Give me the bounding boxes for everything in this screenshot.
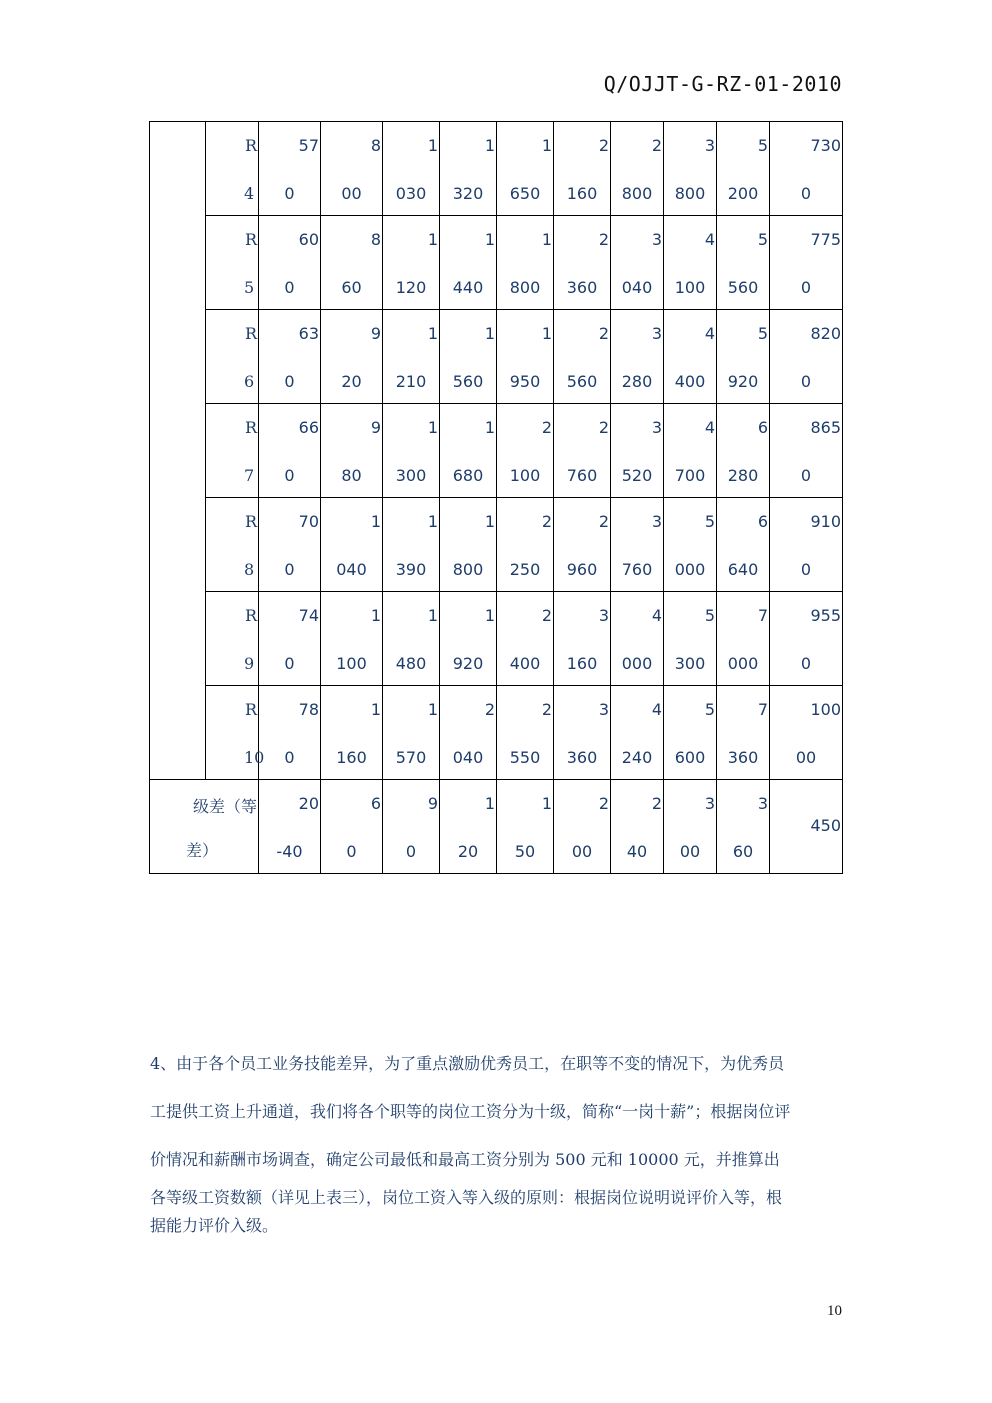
salary-cell bbox=[259, 404, 321, 498]
salary-cell-bottom: 200 bbox=[727, 184, 759, 203]
salary-cell-top: 4 bbox=[704, 324, 715, 343]
grade-label-top: R bbox=[244, 606, 257, 625]
salary-cell-bottom: 560 bbox=[727, 278, 759, 297]
salary-cell-top: 2 bbox=[541, 418, 552, 437]
grade-label-top: R bbox=[244, 700, 257, 719]
salary-cell-top: 3 bbox=[651, 324, 662, 343]
salary-cell-bottom: 550 bbox=[509, 748, 541, 767]
salary-cell-bottom: 100 bbox=[674, 278, 706, 297]
salary-cell bbox=[664, 404, 717, 498]
salary-cell bbox=[497, 404, 554, 498]
diff-cell bbox=[440, 780, 497, 874]
salary-cell bbox=[770, 498, 843, 592]
salary-cell bbox=[717, 404, 770, 498]
grade-label-cell bbox=[206, 310, 259, 404]
salary-cell bbox=[321, 216, 383, 310]
grade-label-bottom: 8 bbox=[244, 560, 255, 579]
salary-cell bbox=[497, 592, 554, 686]
salary-cell-bottom: 0 bbox=[284, 560, 295, 579]
salary-cell bbox=[554, 122, 611, 216]
paragraph-line: 4、由于各个员工业务技能差异，为了重点激励优秀员工，在职等不变的情况下，为优秀员 bbox=[150, 1054, 785, 1073]
salary-cell bbox=[497, 310, 554, 404]
salary-cell-top: 8 bbox=[370, 230, 381, 249]
salary-cell bbox=[611, 310, 664, 404]
salary-cell-top: 1 bbox=[427, 606, 438, 625]
salary-cell-bottom: 0 bbox=[800, 560, 812, 579]
salary-cell bbox=[770, 404, 843, 498]
paragraph-line-text: 各等级工资数额（详见上表三），岗位工资入等入级的原则：根据岗位说明说评价入等，根 bbox=[150, 1188, 783, 1207]
salary-cell-bottom: 160 bbox=[336, 748, 367, 767]
salary-cell-bottom: 0 bbox=[284, 748, 295, 767]
salary-cell bbox=[770, 216, 843, 310]
salary-cell-bottom: 800 bbox=[509, 278, 541, 297]
salary-cell-top: 4 bbox=[704, 418, 715, 437]
salary-cell-top: 1 bbox=[427, 418, 438, 437]
salary-cell bbox=[383, 310, 440, 404]
salary-cell-bottom: 650 bbox=[509, 184, 541, 203]
salary-cell-bottom: 800 bbox=[674, 184, 706, 203]
salary-cell-bottom: 700 bbox=[674, 466, 706, 485]
salary-cell-top: 955 bbox=[810, 606, 841, 625]
salary-cell bbox=[497, 498, 554, 592]
salary-cell-top: 1 bbox=[541, 230, 552, 249]
salary-cell-bottom: 000 bbox=[674, 560, 706, 579]
salary-cell-top: 6 bbox=[757, 418, 768, 437]
salary-cell-top: 4 bbox=[651, 700, 662, 719]
table-row bbox=[150, 592, 843, 686]
salary-cell-top: 2 bbox=[541, 606, 552, 625]
salary-cell bbox=[611, 122, 664, 216]
salary-cell bbox=[611, 498, 664, 592]
salary-cell-top: 1 bbox=[370, 700, 381, 719]
salary-cell-bottom: 280 bbox=[621, 372, 653, 391]
diff-cell bbox=[554, 780, 611, 874]
salary-cell bbox=[770, 310, 843, 404]
salary-cell bbox=[664, 686, 717, 780]
salary-cell-bottom: 000 bbox=[621, 654, 653, 673]
salary-cell-bottom: 20 bbox=[341, 372, 362, 391]
paragraph-salary-levels bbox=[150, 1040, 845, 1240]
salary-cell-bottom: 320 bbox=[452, 184, 484, 203]
salary-cell-top: 3 bbox=[651, 512, 662, 531]
salary-cell-bottom: 60 bbox=[341, 278, 362, 297]
salary-cell bbox=[770, 686, 843, 780]
diff-cell-top: 1 bbox=[541, 794, 552, 813]
salary-cell bbox=[440, 592, 497, 686]
salary-cell-bottom: 360 bbox=[566, 748, 598, 767]
salary-cell bbox=[321, 686, 383, 780]
diff-cell-bottom: 40 bbox=[626, 842, 648, 861]
diff-label-cell bbox=[150, 780, 259, 874]
salary-cell bbox=[554, 310, 611, 404]
salary-cell-bottom: 250 bbox=[509, 560, 541, 579]
salary-cell bbox=[664, 592, 717, 686]
salary-cell-bottom: 600 bbox=[674, 748, 706, 767]
diff-cell-top: 2 bbox=[651, 794, 662, 813]
salary-cell-top: 2 bbox=[598, 230, 609, 249]
salary-cell bbox=[611, 216, 664, 310]
diff-cell-bottom: 0 bbox=[346, 842, 357, 861]
diff-cell bbox=[259, 780, 321, 874]
salary-cell-bottom: 800 bbox=[621, 184, 653, 203]
salary-cell-bottom: 570 bbox=[395, 748, 427, 767]
grade-label-top: R bbox=[244, 418, 257, 437]
salary-cell-bottom: 120 bbox=[395, 278, 427, 297]
grade-label-top: R bbox=[244, 512, 257, 531]
salary-cell-bottom: 480 bbox=[395, 654, 427, 673]
salary-cell-bottom: 0 bbox=[284, 278, 295, 297]
salary-cell-top: 5 bbox=[704, 700, 715, 719]
salary-cell-top: 2 bbox=[598, 512, 609, 531]
salary-cell bbox=[321, 404, 383, 498]
salary-cell-top: 60 bbox=[298, 230, 319, 249]
salary-cell-top: 1 bbox=[484, 606, 495, 625]
salary-cell-bottom: 400 bbox=[509, 654, 541, 673]
salary-cell bbox=[554, 216, 611, 310]
document-code: Q/OJJT-G-RZ-01-2010 bbox=[603, 72, 842, 96]
table-row bbox=[150, 498, 843, 592]
grade-label-bottom: 7 bbox=[244, 466, 255, 485]
salary-cell-top: 4 bbox=[651, 606, 662, 625]
grade-label-top: R bbox=[244, 324, 257, 343]
salary-cell-bottom: 0 bbox=[284, 184, 295, 203]
diff-cell-top: 3 bbox=[757, 794, 768, 813]
salary-cell bbox=[664, 216, 717, 310]
diff-cell bbox=[383, 780, 440, 874]
group-cell bbox=[150, 122, 206, 780]
salary-cell-bottom: 280 bbox=[727, 466, 759, 485]
salary-cell-top: 5 bbox=[757, 324, 768, 343]
salary-cell bbox=[321, 592, 383, 686]
salary-cell-top: 5 bbox=[757, 136, 768, 155]
salary-cell bbox=[259, 310, 321, 404]
diff-cell bbox=[497, 780, 554, 874]
salary-cell-top: 9 bbox=[370, 324, 381, 343]
diff-cell-bottom: 50 bbox=[514, 842, 536, 861]
diff-cell bbox=[664, 780, 717, 874]
salary-cell-bottom: 0 bbox=[284, 654, 295, 673]
diff-cell-bottom: 00 bbox=[571, 842, 593, 861]
salary-cell-bottom: 160 bbox=[566, 184, 598, 203]
grade-label-cell bbox=[206, 216, 259, 310]
salary-cell bbox=[259, 686, 321, 780]
salary-cell-bottom: 80 bbox=[341, 466, 362, 485]
salary-cell-bottom: 0 bbox=[800, 372, 812, 391]
salary-cell-bottom: 040 bbox=[336, 560, 367, 579]
salary-cell-bottom: 440 bbox=[452, 278, 484, 297]
salary-cell bbox=[497, 216, 554, 310]
salary-cell-top: 78 bbox=[298, 700, 319, 719]
salary-cell-top: 1 bbox=[484, 230, 495, 249]
salary-cell-top: 5 bbox=[704, 606, 715, 625]
salary-cell bbox=[717, 498, 770, 592]
salary-cell-top: 1 bbox=[541, 136, 552, 155]
salary-cell bbox=[554, 592, 611, 686]
grade-label-top: R bbox=[244, 230, 257, 249]
salary-cell-top: 57 bbox=[298, 136, 319, 155]
salary-cell-bottom: 760 bbox=[566, 466, 598, 485]
salary-cell-top: 5 bbox=[757, 230, 768, 249]
salary-cell-bottom: 000 bbox=[727, 654, 759, 673]
salary-cell-bottom: 390 bbox=[395, 560, 427, 579]
salary-cell bbox=[440, 498, 497, 592]
salary-cell-top: 3 bbox=[598, 606, 609, 625]
salary-cell bbox=[383, 686, 440, 780]
salary-cell-bottom: 680 bbox=[452, 466, 484, 485]
salary-cell-top: 7 bbox=[757, 700, 768, 719]
salary-cell-top: 3 bbox=[651, 230, 662, 249]
salary-cell-top: 820 bbox=[810, 324, 841, 343]
salary-cell-top: 2 bbox=[541, 512, 552, 531]
salary-cell-bottom: 0 bbox=[284, 466, 295, 485]
salary-cell bbox=[259, 216, 321, 310]
salary-cell bbox=[717, 216, 770, 310]
salary-cell-top: 1 bbox=[427, 324, 438, 343]
salary-cell bbox=[554, 498, 611, 592]
salary-cell bbox=[383, 592, 440, 686]
diff-cell-bottom: 00 bbox=[679, 842, 701, 861]
grade-label-cell bbox=[206, 404, 259, 498]
salary-cell-bottom: 100 bbox=[336, 654, 367, 673]
diff-cell-top: 1 bbox=[484, 794, 495, 813]
salary-cell-top: 2 bbox=[541, 700, 552, 719]
salary-cell-top: 4 bbox=[704, 230, 715, 249]
salary-cell bbox=[717, 310, 770, 404]
salary-cell-bottom: 0 bbox=[800, 654, 812, 673]
diff-label-bottom: 差） bbox=[186, 841, 219, 860]
grade-label-cell bbox=[206, 592, 259, 686]
salary-cell bbox=[611, 686, 664, 780]
salary-cell bbox=[440, 686, 497, 780]
salary-cell-top: 3 bbox=[704, 136, 715, 155]
salary-cell bbox=[770, 122, 843, 216]
diff-cell bbox=[611, 780, 664, 874]
salary-cell-top: 7 bbox=[757, 606, 768, 625]
grade-label-bottom: 5 bbox=[244, 278, 255, 297]
salary-cell bbox=[717, 592, 770, 686]
salary-cell-top: 63 bbox=[298, 324, 319, 343]
salary-cell-top: 8 bbox=[370, 136, 381, 155]
salary-cell-top: 1 bbox=[427, 512, 438, 531]
salary-cell-top: 2 bbox=[598, 324, 609, 343]
salary-grade-table bbox=[149, 121, 843, 874]
salary-cell-bottom: 0 bbox=[800, 466, 812, 485]
salary-cell-top: 1 bbox=[370, 606, 381, 625]
salary-cell bbox=[497, 686, 554, 780]
table-row bbox=[150, 404, 843, 498]
salary-cell bbox=[611, 592, 664, 686]
diff-cell bbox=[717, 780, 770, 874]
salary-cell-bottom: 560 bbox=[452, 372, 484, 391]
salary-cell-top: 2 bbox=[598, 418, 609, 437]
salary-cell-bottom: 210 bbox=[395, 372, 427, 391]
salary-cell-top: 1 bbox=[484, 512, 495, 531]
grade-label-cell bbox=[206, 686, 265, 780]
salary-cell-top: 1 bbox=[484, 136, 495, 155]
salary-cell-bottom: 560 bbox=[566, 372, 598, 391]
salary-cell-top: 2 bbox=[598, 136, 609, 155]
table-row-diff bbox=[150, 780, 843, 874]
salary-cell-bottom: 960 bbox=[566, 560, 598, 579]
paragraph-line bbox=[150, 1184, 845, 1240]
salary-cell-top: 910 bbox=[810, 512, 841, 531]
salary-cell bbox=[440, 310, 497, 404]
salary-cell-top: 3 bbox=[651, 418, 662, 437]
salary-cell-top: 5 bbox=[704, 512, 715, 531]
diff-cell-bottom: 60 bbox=[732, 842, 754, 861]
salary-cell-bottom: 0 bbox=[284, 372, 295, 391]
grade-label-top: R bbox=[244, 136, 257, 155]
salary-cell-bottom: 00 bbox=[795, 748, 817, 767]
salary-cell bbox=[664, 498, 717, 592]
salary-cell-top: 1 bbox=[427, 700, 438, 719]
salary-cell-bottom: 950 bbox=[509, 372, 541, 391]
salary-cell-top: 1 bbox=[427, 230, 438, 249]
salary-cell bbox=[664, 310, 717, 404]
salary-cell-top: 6 bbox=[757, 512, 768, 531]
salary-cell-top: 66 bbox=[298, 418, 319, 437]
salary-cell-bottom: 520 bbox=[621, 466, 653, 485]
diff-cell-top: 9 bbox=[427, 794, 438, 813]
diff-cell-bottom: -40 bbox=[276, 842, 303, 861]
salary-cell-bottom: 800 bbox=[452, 560, 484, 579]
salary-cell bbox=[383, 404, 440, 498]
salary-cell-bottom: 00 bbox=[341, 184, 362, 203]
salary-cell bbox=[383, 498, 440, 592]
salary-cell-top: 70 bbox=[298, 512, 319, 531]
salary-cell bbox=[554, 404, 611, 498]
diff-cell-top: 20 bbox=[298, 794, 319, 813]
grade-label-bottom: 6 bbox=[244, 372, 255, 391]
salary-cell-bottom: 300 bbox=[395, 466, 427, 485]
salary-cell-top: 1 bbox=[484, 324, 495, 343]
salary-cell bbox=[611, 404, 664, 498]
diff-label-top: 级差（等 bbox=[192, 797, 257, 816]
salary-cell bbox=[717, 686, 770, 780]
grade-label-bottom: 9 bbox=[244, 654, 255, 673]
salary-cell-bottom: 640 bbox=[727, 560, 759, 579]
salary-cell-bottom: 040 bbox=[621, 278, 653, 297]
salary-cell-bottom: 0 bbox=[800, 278, 812, 297]
salary-cell bbox=[383, 216, 440, 310]
diff-cell-top: 6 bbox=[370, 794, 381, 813]
salary-cell-top: 2 bbox=[651, 136, 662, 155]
salary-cell-bottom: 300 bbox=[674, 654, 706, 673]
salary-cell bbox=[321, 310, 383, 404]
salary-cell bbox=[259, 498, 321, 592]
diff-cell-top: 3 bbox=[704, 794, 715, 813]
salary-cell-bottom: 0 bbox=[800, 184, 812, 203]
salary-cell-top: 2 bbox=[484, 700, 495, 719]
salary-cell-top: 865 bbox=[810, 418, 841, 437]
salary-cell bbox=[664, 122, 717, 216]
salary-cell-bottom: 920 bbox=[452, 654, 484, 673]
paragraph-line: 价情况和薪酬市场调查，确定公司最低和最高工资分别为 500 元和 10000 元，并推算出 bbox=[150, 1150, 780, 1169]
diff-cell-bottom: 0 bbox=[405, 842, 417, 861]
salary-cell-top: 1 bbox=[484, 418, 495, 437]
salary-cell bbox=[440, 216, 497, 310]
diff-cell-last bbox=[770, 780, 843, 874]
salary-cell-top: 1 bbox=[370, 512, 381, 531]
diff-cell-value: 450 bbox=[810, 816, 841, 835]
salary-cell bbox=[259, 592, 321, 686]
salary-cell bbox=[440, 122, 497, 216]
salary-cell-top: 775 bbox=[810, 230, 841, 249]
table-row bbox=[150, 216, 843, 310]
salary-cell-bottom: 760 bbox=[621, 560, 653, 579]
salary-cell bbox=[321, 498, 383, 592]
grade-label-cell bbox=[206, 498, 259, 592]
table-row bbox=[150, 686, 843, 780]
page-number: 10 bbox=[827, 1303, 842, 1319]
salary-cell-bottom: 360 bbox=[566, 278, 598, 297]
salary-cell-top: 100 bbox=[810, 700, 841, 719]
salary-cell-top: 74 bbox=[298, 606, 319, 625]
table-row bbox=[150, 310, 843, 404]
diff-cell-top: 2 bbox=[598, 794, 609, 813]
salary-cell-top: 1 bbox=[541, 324, 552, 343]
salary-cell bbox=[259, 122, 321, 216]
salary-cell-top: 3 bbox=[598, 700, 609, 719]
salary-cell-bottom: 030 bbox=[395, 184, 427, 203]
grade-label-bottom: 4 bbox=[244, 184, 255, 203]
salary-cell bbox=[717, 122, 770, 216]
salary-cell bbox=[497, 122, 554, 216]
salary-cell-bottom: 360 bbox=[727, 748, 759, 767]
salary-cell-bottom: 240 bbox=[621, 748, 653, 767]
salary-cell-bottom: 040 bbox=[452, 748, 484, 767]
salary-cell bbox=[383, 122, 440, 216]
grade-label-bottom: 10 bbox=[244, 748, 265, 767]
table-row bbox=[150, 122, 843, 216]
salary-cell-top: 730 bbox=[810, 136, 841, 155]
salary-cell bbox=[440, 404, 497, 498]
salary-cell-top: 9 bbox=[370, 418, 381, 437]
diff-cell-bottom: 20 bbox=[457, 842, 479, 861]
paragraph-line: 工提供工资上升通道，我们将各个职等的岗位工资分为十级，简称“一岗十薪”；根据岗位评 bbox=[150, 1102, 791, 1121]
diff-cell bbox=[321, 780, 383, 874]
salary-cell-bottom: 160 bbox=[566, 654, 598, 673]
salary-cell-bottom: 400 bbox=[674, 372, 706, 391]
salary-cell bbox=[321, 122, 383, 216]
paragraph-line-text: 据能力评价入级。 bbox=[150, 1216, 279, 1235]
salary-cell bbox=[554, 686, 611, 780]
salary-cell bbox=[770, 592, 843, 686]
salary-cell-top: 1 bbox=[427, 136, 438, 155]
grade-label-cell bbox=[206, 122, 259, 216]
salary-cell-bottom: 100 bbox=[509, 466, 541, 485]
salary-cell-bottom: 920 bbox=[727, 372, 759, 391]
